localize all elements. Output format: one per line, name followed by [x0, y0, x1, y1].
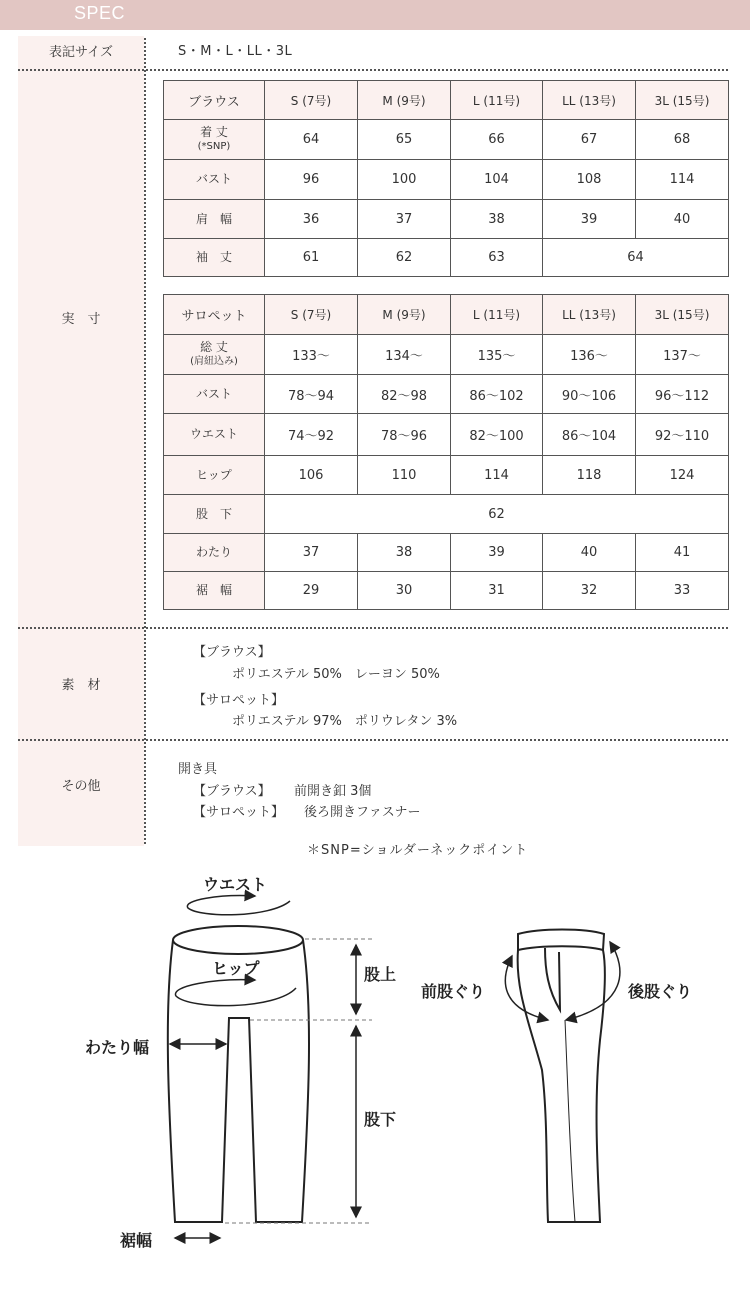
table-cell: 78〜94	[265, 375, 358, 414]
material-label: 素 材	[61, 678, 101, 693]
blouse-size-table	[163, 80, 729, 277]
table-cell: 63	[451, 239, 543, 277]
other-blouse-title: 【ブラウス】	[193, 784, 271, 799]
table-header-row	[164, 295, 729, 335]
table-cell: 37	[265, 534, 358, 572]
divider-1	[18, 69, 728, 71]
divider-3	[18, 739, 728, 741]
table-cell: 100	[358, 160, 451, 200]
row-label: ヒップ	[164, 456, 265, 495]
table-row	[164, 375, 729, 414]
table-row	[164, 200, 729, 239]
vertical-divider	[144, 38, 146, 844]
spec-header	[0, 0, 750, 30]
hip-label: ヒップ	[212, 959, 260, 978]
table-cell: 104	[451, 160, 543, 200]
table-cell: 86〜102	[451, 375, 543, 414]
table-cell: 68	[636, 120, 729, 160]
header-cell: 3L (15号)	[636, 295, 729, 335]
table-cell: 114	[451, 456, 543, 495]
table-cell: 82〜98	[358, 375, 451, 414]
table-cell: 90〜106	[543, 375, 636, 414]
table-cell: 61	[265, 239, 358, 277]
table-cell: 62	[358, 239, 451, 277]
header-cell: 3L (15号)	[636, 81, 729, 120]
other-label: その他	[61, 779, 101, 794]
table-row	[164, 572, 729, 610]
table-row	[164, 456, 729, 495]
other-salopette-value: 後ろ開きファスナー	[304, 805, 421, 820]
merged-cell: 64	[543, 239, 729, 277]
other-blouse-value: 前開き釦 3個	[294, 784, 372, 799]
size-label: 表記サイズ	[49, 45, 113, 60]
header-cell: M (9号)	[358, 81, 451, 120]
table-cell: 36	[265, 200, 358, 239]
table-cell: 40	[543, 534, 636, 572]
table-cell: 32	[543, 572, 636, 610]
thigh-label: わたり幅	[85, 1038, 150, 1057]
table-cell: 39	[543, 200, 636, 239]
table-cell: 39	[451, 534, 543, 572]
measure-label: 実 寸	[61, 312, 101, 327]
row-label: 股 下	[164, 495, 265, 534]
back-rise-arrow	[566, 942, 620, 1020]
hip-arrow	[175, 980, 296, 1006]
pants-measurement-diagram	[0, 860, 750, 1300]
waist-arrow	[187, 896, 290, 915]
label-column	[18, 36, 144, 846]
back-rise-label: 後股ぐり	[628, 982, 693, 1001]
table-cell: 78〜96	[358, 414, 451, 456]
table-row	[164, 239, 729, 277]
table-cell: 64	[265, 120, 358, 160]
header-cell: S (7号)	[265, 81, 358, 120]
table-row	[164, 495, 729, 534]
row-label: 袖 丈	[164, 239, 265, 277]
dashed-guides	[225, 939, 372, 1223]
table-cell: 65	[358, 120, 451, 160]
table-cell: 137〜	[636, 335, 729, 375]
spec-title: SPEC	[74, 3, 126, 23]
header-cell: L (11号)	[451, 295, 543, 335]
other-title: 開き具	[178, 762, 218, 777]
row-label: バスト	[164, 375, 265, 414]
table-cell: 82〜100	[451, 414, 543, 456]
header-cell: M (9号)	[358, 295, 451, 335]
front-rise-arrow	[505, 956, 548, 1020]
material-salopette-value: ポリエステル 97% ポリウレタン 3%	[232, 714, 458, 729]
table-cell: 86〜104	[543, 414, 636, 456]
side-pants-outline	[518, 930, 605, 1223]
table-row	[164, 335, 729, 375]
table-cell: 40	[636, 200, 729, 239]
table-cell: 118	[543, 456, 636, 495]
table-cell: 136〜	[543, 335, 636, 375]
table-cell: 66	[451, 120, 543, 160]
table-row	[164, 534, 729, 572]
table-cell: 38	[358, 534, 451, 572]
salopette-size-table	[163, 294, 729, 610]
header-cell: LL (13号)	[543, 81, 636, 120]
snp-note: ＊SNP=ショルダーネックポイント	[307, 843, 529, 858]
row-label: 総 丈 (肩紐込み)	[164, 335, 265, 375]
table-cell: 96	[265, 160, 358, 200]
header-cell: L (11号)	[451, 81, 543, 120]
table-cell: 135〜	[451, 335, 543, 375]
size-list: S・M・L・LL・3L	[178, 44, 293, 59]
table-cell: 110	[358, 456, 451, 495]
table-cell: 38	[451, 200, 543, 239]
table-cell: 30	[358, 572, 451, 610]
header-cell: サロペット	[164, 295, 265, 335]
table-cell: 106	[265, 456, 358, 495]
header-cell: S (7号)	[265, 295, 358, 335]
other-salopette-title: 【サロペット】	[193, 805, 285, 820]
rise-label: 股上	[364, 965, 397, 984]
material-blouse-title: 【ブラウス】	[193, 645, 271, 660]
material-salopette-title: 【サロペット】	[193, 693, 285, 708]
table-cell: 92〜110	[636, 414, 729, 456]
material-blouse-value: ポリエステル 50% レーヨン 50%	[232, 667, 440, 682]
row-label: 裾 幅	[164, 572, 265, 610]
table-row	[164, 160, 729, 200]
table-cell: 74〜92	[265, 414, 358, 456]
row-label: ウエスト	[164, 414, 265, 456]
table-cell: 108	[543, 160, 636, 200]
row-label: わたり	[164, 534, 265, 572]
front-rise-label: 前股ぐり	[421, 982, 486, 1001]
divider-2	[18, 627, 728, 629]
row-label: 肩 幅	[164, 200, 265, 239]
table-cell: 124	[636, 456, 729, 495]
table-cell: 33	[636, 572, 729, 610]
table-cell: 114	[636, 160, 729, 200]
table-row	[164, 120, 729, 160]
header-cell: LL (13号)	[543, 295, 636, 335]
hem-label: 裾幅	[120, 1231, 153, 1250]
table-row	[164, 414, 729, 456]
table-cell: 41	[636, 534, 729, 572]
table-cell: 133〜	[265, 335, 358, 375]
row-label: バスト	[164, 160, 265, 200]
table-header-row	[164, 81, 729, 120]
header-cell: ブラウス	[164, 81, 265, 120]
table-cell: 67	[543, 120, 636, 160]
inseam-label: 股下	[364, 1110, 397, 1129]
table-cell: 134〜	[358, 335, 451, 375]
table-cell: 37	[358, 200, 451, 239]
waist-label: ウエスト	[203, 875, 268, 894]
table-cell: 96〜112	[636, 375, 729, 414]
row-label: 着 丈 (*SNP)	[164, 120, 265, 160]
merged-cell: 62	[265, 495, 729, 534]
table-cell: 31	[451, 572, 543, 610]
table-cell: 29	[265, 572, 358, 610]
